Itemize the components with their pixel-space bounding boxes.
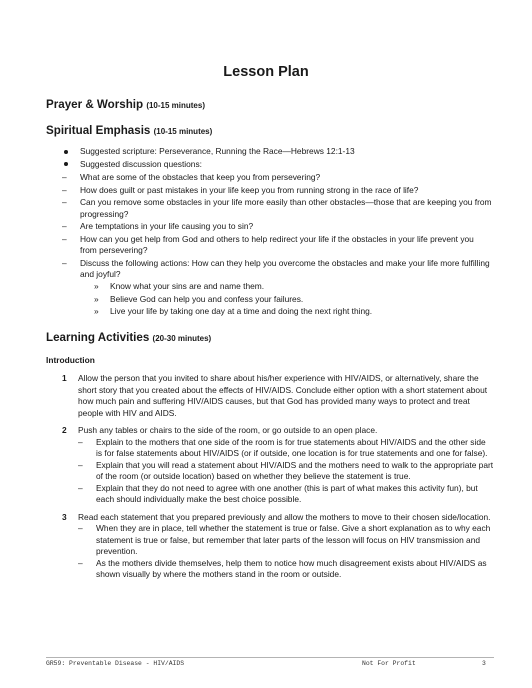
heading-learning-text: Learning Activities <box>46 331 150 344</box>
dash-marker: – <box>62 221 67 231</box>
dash-marker: – <box>62 172 67 182</box>
step-text: Push any tables or chairs to the side of the room, or go outside to an open place. <box>78 425 378 435</box>
spiritual-bullet-list <box>62 146 492 171</box>
question-text: Can you remove some obstacles in your life more easily than other obstacles—those that are keeping you from progressing? <box>80 197 492 219</box>
raquo-marker: » <box>94 281 99 291</box>
step-text: Allow the person that you invited to share about his/her experience with HIV/AIDS, or alternatively, share the short story that you created about the effects of HIV/AIDS. Conclude either option with a short statement about how much pain and suffering HIV/AIDS causes, but that God has provided many ways to protect and treat people with HIV and AIDS. <box>78 373 488 418</box>
footer-title: GR59: Preventable Disease - HIV/AIDS <box>46 660 185 667</box>
heading-learning-duration: (20-30 minutes) <box>152 334 212 343</box>
footer-notice: Not For Profit <box>362 660 416 667</box>
step-item <box>46 512 494 524</box>
step-subitem <box>78 437 494 460</box>
step-number: 1 <box>62 373 67 383</box>
action-text: Know what your sins are and name them. <box>110 281 265 291</box>
list-item <box>94 281 494 293</box>
list-item: Suggested discussion questions: <box>62 159 492 171</box>
step-item <box>46 425 494 437</box>
list-item <box>62 172 492 184</box>
dash-marker: – <box>78 436 83 447</box>
heading-spiritual-text: Spiritual Emphasis <box>46 124 151 137</box>
step-text: Read each statement that you prepared previously and allow the mothers to move to their chosen side/location. <box>78 511 491 522</box>
raquo-marker: » <box>94 293 99 304</box>
list-item <box>62 258 492 281</box>
heading-prayer-text: Prayer & Worship <box>46 98 144 111</box>
list-item <box>62 197 492 220</box>
step-subitem <box>78 558 494 581</box>
heading-prayer-duration: (10-15 minutes) <box>146 101 205 110</box>
step-number: 2 <box>62 425 67 435</box>
subheading-introduction: Introduction <box>46 355 95 365</box>
question-text: Are temptations in your life causing you to sin? <box>80 221 254 231</box>
heading-prayer-worship <box>46 98 205 111</box>
step-subitem <box>78 523 494 558</box>
list-item <box>94 294 494 306</box>
dash-marker: – <box>78 523 83 533</box>
dash-marker: – <box>62 197 67 207</box>
footer-divider <box>46 657 494 658</box>
step-subitem <box>78 460 494 483</box>
step-subitem-text: Explain that you will read a statement about HIV/AIDS and the mothers need to walk to the appropriate part of the room (or outside location) based on whether they believe the statement is true. <box>96 459 494 481</box>
question-text: What are some of the obstacles that keep you from persevering? <box>80 172 321 182</box>
page-number: 3 <box>482 660 486 667</box>
step-subitem-text: When they are in place, tell whether the statement is true or false. Give a short explanation as to why each statement is true or false, but remember that later parts of the lesson will focus on HIV transmission and prevention. <box>96 523 491 556</box>
step-number: 3 <box>62 511 67 522</box>
question-text: Discuss the following actions: How can they help you overcome the obstacles and make your life more fulfilling and joyful? <box>80 257 490 279</box>
dash-marker: – <box>62 184 67 195</box>
step-subitem-text: Explain to the mothers that one side of the room is for true statements about HIV/AIDS and the other side is for false statements about HIV/AIDS (or if outside, one location is for true statements and one for false). <box>96 436 488 458</box>
dash-marker: – <box>62 233 67 244</box>
list-item <box>62 234 492 257</box>
dash-marker: – <box>62 257 67 268</box>
step-subitem <box>78 483 494 506</box>
page-title: Lesson Plan <box>223 64 309 80</box>
discussion-questions-list <box>62 172 492 282</box>
heading-spiritual-duration: (10-15 minutes) <box>153 127 213 136</box>
dash-marker: – <box>78 557 83 568</box>
question-text: How can you get help from God and others to help redirect your life if the obstacles in your life prevent you from persevering? <box>80 233 474 255</box>
heading-learning-activities <box>46 331 211 344</box>
list-item <box>62 221 492 233</box>
action-text: Live your life by taking one day at a time and doing the next right thing. <box>110 306 373 316</box>
action-text: Believe God can help you and confess your failures. <box>110 293 304 304</box>
list-item <box>94 306 494 318</box>
steps-list <box>46 373 494 581</box>
step-item <box>46 373 494 419</box>
step-subitem-text: Explain that they do not need to agree with one another (this is part of what makes this activity fun), but each should individually make the best choice possible. <box>96 482 478 504</box>
dash-marker: – <box>78 482 83 493</box>
dash-marker: – <box>78 459 83 470</box>
step-subitem-text: As the mothers divide themselves, help them to notice how much disagreement exists about HIV/AIDS as shown visually by where the mothers stand in the room or outside. <box>96 557 487 579</box>
question-text: How does guilt or past mistakes in your life keep you from running strong in the race of life? <box>80 184 419 195</box>
raquo-marker: » <box>94 306 99 316</box>
heading-spiritual-emphasis <box>46 124 212 137</box>
actions-list <box>94 281 494 319</box>
list-item <box>62 185 492 197</box>
list-item: Suggested scripture: Perseverance, Running the Race—Hebrews 12:1-13 <box>62 146 492 158</box>
